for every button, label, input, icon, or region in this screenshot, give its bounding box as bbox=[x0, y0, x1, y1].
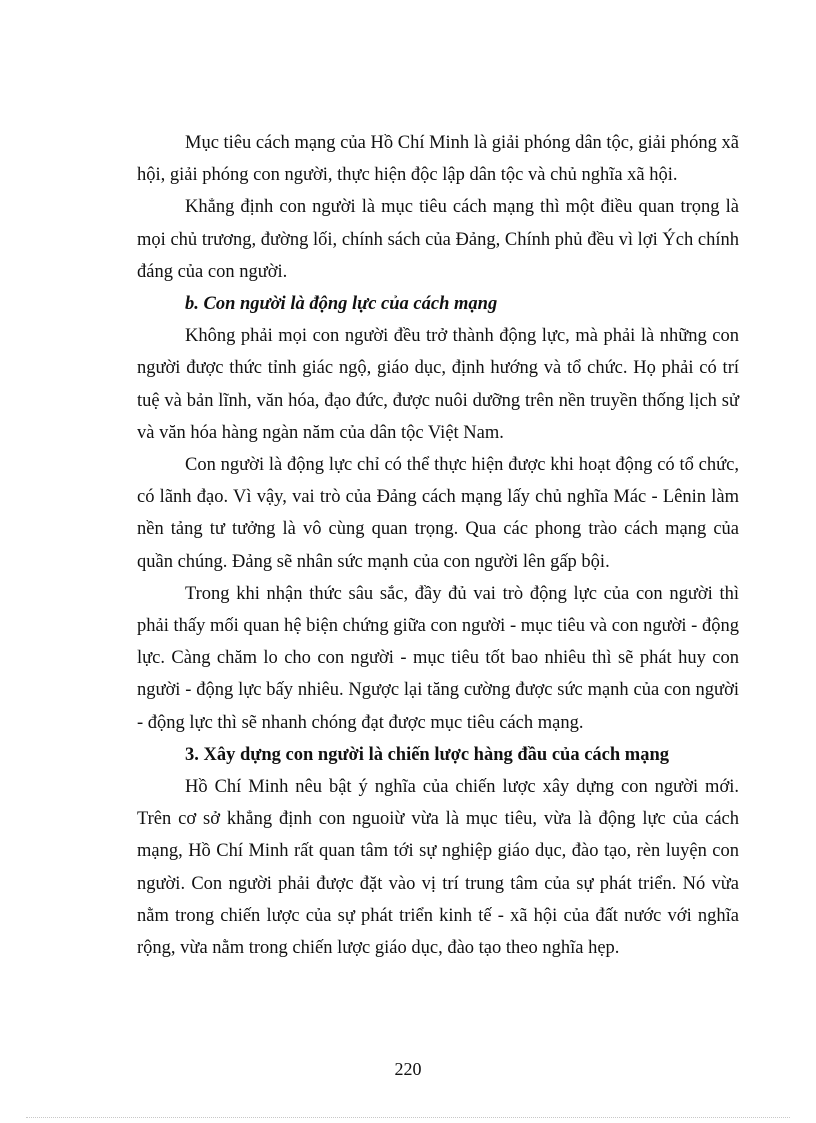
section-heading-3: 3. Xây dựng con người là chiến lược hàng đầu của cách mạng bbox=[185, 744, 669, 765]
paragraph-building-new-people: Hồ Chí Minh nêu bật ý nghĩa của chiến lược xây dựng con người mới. Trên cơ sở khẳng định con nguoiừ vừa là mục tiêu, vừa là động lực của cách mạng, Hồ Chí Minh rất quan tâm tới sự nghiệp giáo dục, đào tạo, rèn luyện con người. Con người phải được đặt vào vị trí trung tâm của sự phát triển. Nó vừa nằm trong chiến lược của sự phát triển kinh tế - xã hội của đất nước với nghĩa rộng, vừa nằm trong chiến lược giáo dục, đào tạo theo nghĩa hẹp. bbox=[137, 777, 739, 959]
page-body bbox=[137, 127, 739, 964]
section-heading-b: b. Con người là động lực của cách mạng bbox=[185, 294, 498, 315]
page-number: 220 bbox=[394, 1059, 422, 1079]
paragraph-awakened-people: Không phải mọi con người đều trở thành động lực, mà phải là những con người được thức tỉnh giác ngộ, giáo dục, định hướng và tổ chức. Họ phải có trí tuệ và bản lĩnh, văn hóa, đạo đức, được nuôi dưỡng trên nền truyền thống lịch sử và văn hóa hàng ngàn năm của dân tộc Việt Nam. bbox=[137, 326, 739, 443]
paragraph-policy-for-people: Khẳng định con người là mục tiêu cách mạng thì một điều quan trọng là mọi chủ trương, đường lối, chính sách của Đảng, Chính phủ đều vì lợi Ých chính đáng của con người. bbox=[137, 197, 739, 282]
paragraph-goal-of-revolution: Mục tiêu cách mạng của Hồ Chí Minh là giải phóng dân tộc, giải phóng xã hội, giải phóng con người, thực hiện độc lập dân tộc và chủ nghĩa xã hội. bbox=[137, 133, 739, 186]
footer-divider bbox=[26, 1117, 790, 1118]
paragraph-party-role: Con người là động lực chỉ có thể thực hiện được khi hoạt động có tổ chức, có lãnh đạo. Vì vậy, vai trò của Đảng cách mạng lấy chủ nghĩa Mác - Lênin làm nền tảng tư tưởng là vô cùng quan trọng. Qua các phong trào cách mạng của quần chúng. Đảng sẽ nhân sức mạnh của con người lên gấp bội. bbox=[137, 455, 739, 572]
paragraph-dialectical-relation: Trong khi nhận thức sâu sắc, đầy đủ vai trò động lực của con người thì phải thấy mối quan hệ biện chứng giữa con người - mục tiêu và con người - động lực. Càng chăm lo cho con người - mục tiêu tốt bao nhiêu thì sẽ phát huy con người - động lực bấy nhiêu. Ngược lại tăng cường được sức mạnh của con người - động lực thì sẽ nhanh chóng đạt được mục tiêu cách mạng. bbox=[137, 583, 739, 733]
